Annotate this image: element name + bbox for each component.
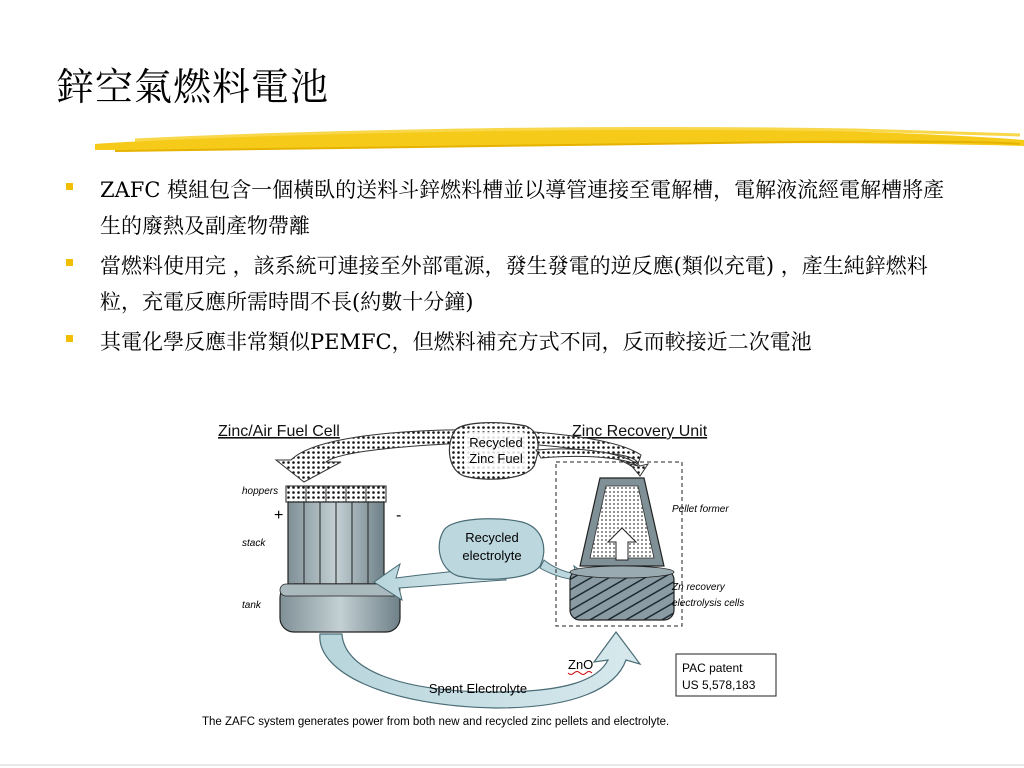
recovery-cells-label-1: Zn recovery bbox=[672, 582, 725, 593]
hoppers-label: hoppers bbox=[242, 486, 279, 497]
recovery-cells-label-2: electrolysis cells bbox=[672, 598, 745, 609]
tank-label: tank bbox=[242, 600, 261, 611]
pellet-former bbox=[580, 478, 664, 566]
slide-title: 鋅空氣燃料電池 bbox=[56, 65, 330, 109]
hoppers bbox=[286, 486, 386, 502]
plus-label: + bbox=[274, 507, 284, 524]
pellet-former-label: Pellet former bbox=[672, 504, 729, 515]
spent-electrolyte-label: Spent Electrolyte bbox=[428, 681, 528, 696]
recycled-electrolyte-label-1: Recycled bbox=[465, 530, 519, 545]
bullet-text: 當燃料使用完 ，該系統可連接至外部電源，發生發電的逆反應(類似充電) ，產生純鋅燃料粒，充電反應所需時間不長(約數十分鐘) bbox=[100, 254, 928, 314]
zno-label: ZnO bbox=[568, 657, 594, 672]
bullet-text: 其電化學反應非常類似PEMFC，但燃料補充方式不同，反而較接近二次電池 bbox=[100, 330, 812, 354]
stack-label: stack bbox=[242, 538, 266, 549]
minus-label: - bbox=[396, 507, 402, 524]
bullet-item bbox=[62, 248, 962, 320]
bullet-square-icon bbox=[66, 335, 73, 342]
recycled-fuel-label-2: Zinc Fuel bbox=[469, 451, 523, 466]
decorative-brush-stroke bbox=[95, 120, 1024, 160]
electrolyte-tank bbox=[280, 584, 400, 632]
left-heading: Zinc/Air Fuel Cell bbox=[218, 423, 340, 440]
recycled-electrolyte-label-2: electrolyte bbox=[462, 548, 522, 563]
right-heading: Zinc Recovery Unit bbox=[572, 423, 708, 440]
bullet-square-icon bbox=[66, 259, 73, 266]
bullet-item bbox=[62, 324, 962, 360]
footer-divider bbox=[0, 764, 1024, 766]
bullet-text: ZAFC 模組包含一個橫臥的送料斗鋅燃料槽並以導管連接至電解槽，電解液流經電解槽將產生的廢熱及副產物帶離 bbox=[100, 178, 945, 238]
patent-line-1: PAC patent bbox=[682, 661, 743, 675]
bullet-item bbox=[62, 172, 962, 244]
recycled-fuel-label-1: Recycled bbox=[469, 435, 523, 450]
electrolysis-cells bbox=[570, 566, 674, 620]
figure-caption: The ZAFC system generates power from both new and recycled zinc pellets and electrolyte. bbox=[202, 716, 670, 728]
patent-line-2: US 5,578,183 bbox=[682, 678, 756, 692]
bullet-square-icon bbox=[66, 183, 73, 190]
bullet-list bbox=[62, 172, 962, 364]
cell-stack bbox=[288, 502, 384, 584]
zafc-diagram bbox=[196, 410, 796, 740]
